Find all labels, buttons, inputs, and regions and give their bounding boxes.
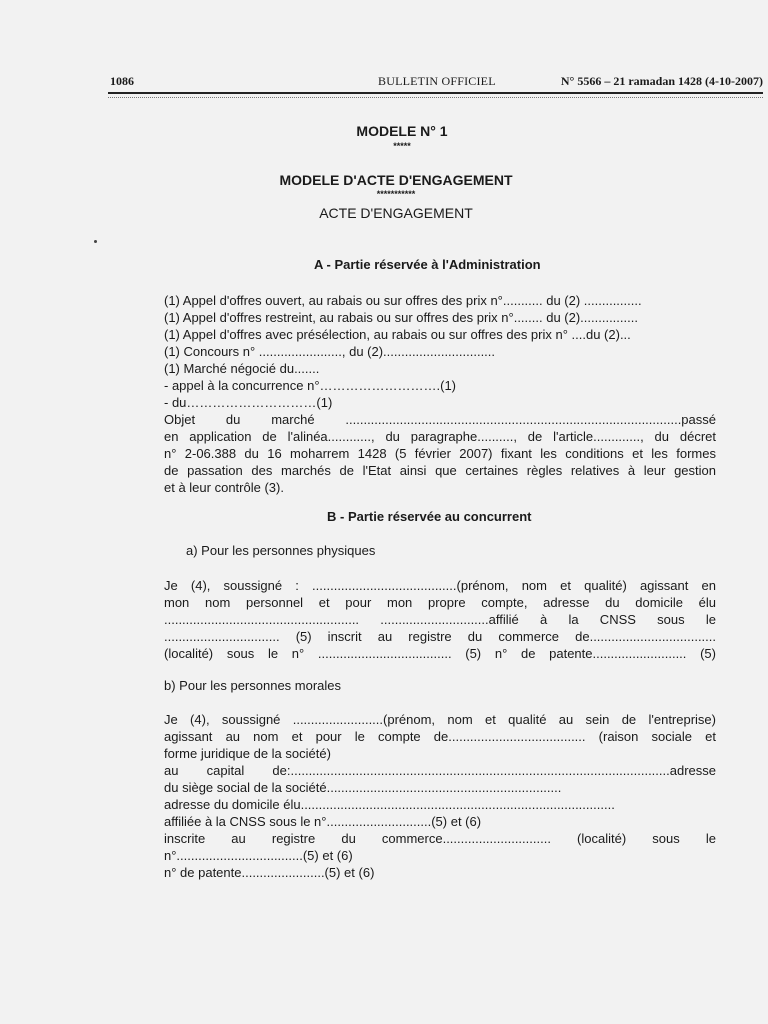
text-line: Objet du marché .............................................................................................passé [164, 412, 716, 427]
page-number: 1086 [110, 74, 134, 88]
section-a-body [164, 292, 716, 496]
subsection-b-title: b) Pour les personnes morales [164, 678, 342, 693]
modele-acte-title: MODELE D'ACTE D'ENGAGEMENT [279, 172, 513, 188]
text-line: du siège social de la société................................................................. [164, 780, 562, 795]
text-line: affiliée à la CNSS sous le n°.............................(5) et (6) [164, 814, 482, 829]
text-line: (1) Appel d'offres ouvert, au rabais ou sur offres des prix n°........... du (2) ................ [164, 293, 642, 308]
stars-separator: ***** [393, 141, 411, 151]
text-line: - appel à la concurrence n°……………………….(1) [164, 378, 457, 393]
header-rule-dotted [108, 97, 763, 98]
text-line: adresse du domicile élu....................................................................................... [164, 797, 615, 812]
text-line: en application de l'alinéa............, du paragraphe.........., de l'article............., du décret [164, 429, 716, 444]
subsection-a-title: a) Pour les personnes physiques [186, 543, 376, 558]
stars-separator: *********** [376, 189, 416, 199]
text-line: ................................ (5) inscrit au registre du commerce de................................... [164, 629, 716, 644]
page-header [0, 70, 768, 90]
section-a-title: A - Partie réservée à l'Administration [314, 257, 541, 272]
text-line: Je (4), soussigné : ........................................(prénom, nom et qualité) agissant en [164, 578, 716, 593]
text-line: au capital de:.........................................................................................................adresse [164, 763, 716, 778]
text-line: (localité) sous le n° ..................................... (5) n° de patente.......................... (5) [164, 646, 716, 661]
text-line: et à leur contrôle (3). [164, 480, 284, 495]
text-line: (1) Appel d'offres avec présélection, au rabais ou sur offres des prix n° ....du (2)... [164, 327, 631, 342]
text-line: n° de patente.......................(5) et (6) [164, 865, 375, 880]
text-line: ...................................................... ..............................affilié à la CNSS sous le [164, 612, 716, 627]
text-line: de passation des marchés de l'Etat ainsi que certaines règles relatives à leur gestion [164, 463, 716, 478]
text-line: - du…………………………(1) [164, 395, 333, 410]
text-line: (1) Concours n° ......................., du (2)............................... [164, 344, 496, 359]
text-line: forme juridique de la société) [164, 746, 331, 761]
publication-title: BULLETIN OFFICIEL [378, 74, 496, 88]
text-line: mon nom personnel et pour mon propre compte, adresse du domicile élu [164, 595, 716, 610]
text-line: n°...................................(5) et (6) [164, 848, 353, 863]
text-line: (1) Marché négocié du....... [164, 361, 320, 376]
section-b-title: B - Partie réservée au concurrent [327, 509, 532, 524]
text-line: Je (4), soussigné .........................(prénom, nom et qualité au sein de l'entreprise) [164, 712, 716, 727]
text-line: n° 2-06.388 du 16 moharrem 1428 (5 février 2007) fixant les conditions et les formes [164, 446, 716, 461]
issue-reference: N° 5566 – 21 ramadan 1428 (4-10-2007) [560, 74, 763, 88]
acte-title: ACTE D'ENGAGEMENT [319, 205, 473, 221]
text-line: inscrite au registre du commerce.............................. (localité) sous le [164, 831, 716, 846]
scan-speck [94, 240, 97, 243]
text-line: agissant au nom et pour le compte de...................................... (raison sociale et [164, 729, 716, 744]
section-b-physical-body [164, 577, 716, 662]
text-line: (1) Appel d'offres restreint, au rabais ou sur offres des prix n°........ du (2)................ [164, 310, 638, 325]
header-rule [108, 92, 763, 94]
modele-title: MODELE N° 1 [356, 123, 448, 139]
section-b-moral-body [164, 711, 716, 881]
